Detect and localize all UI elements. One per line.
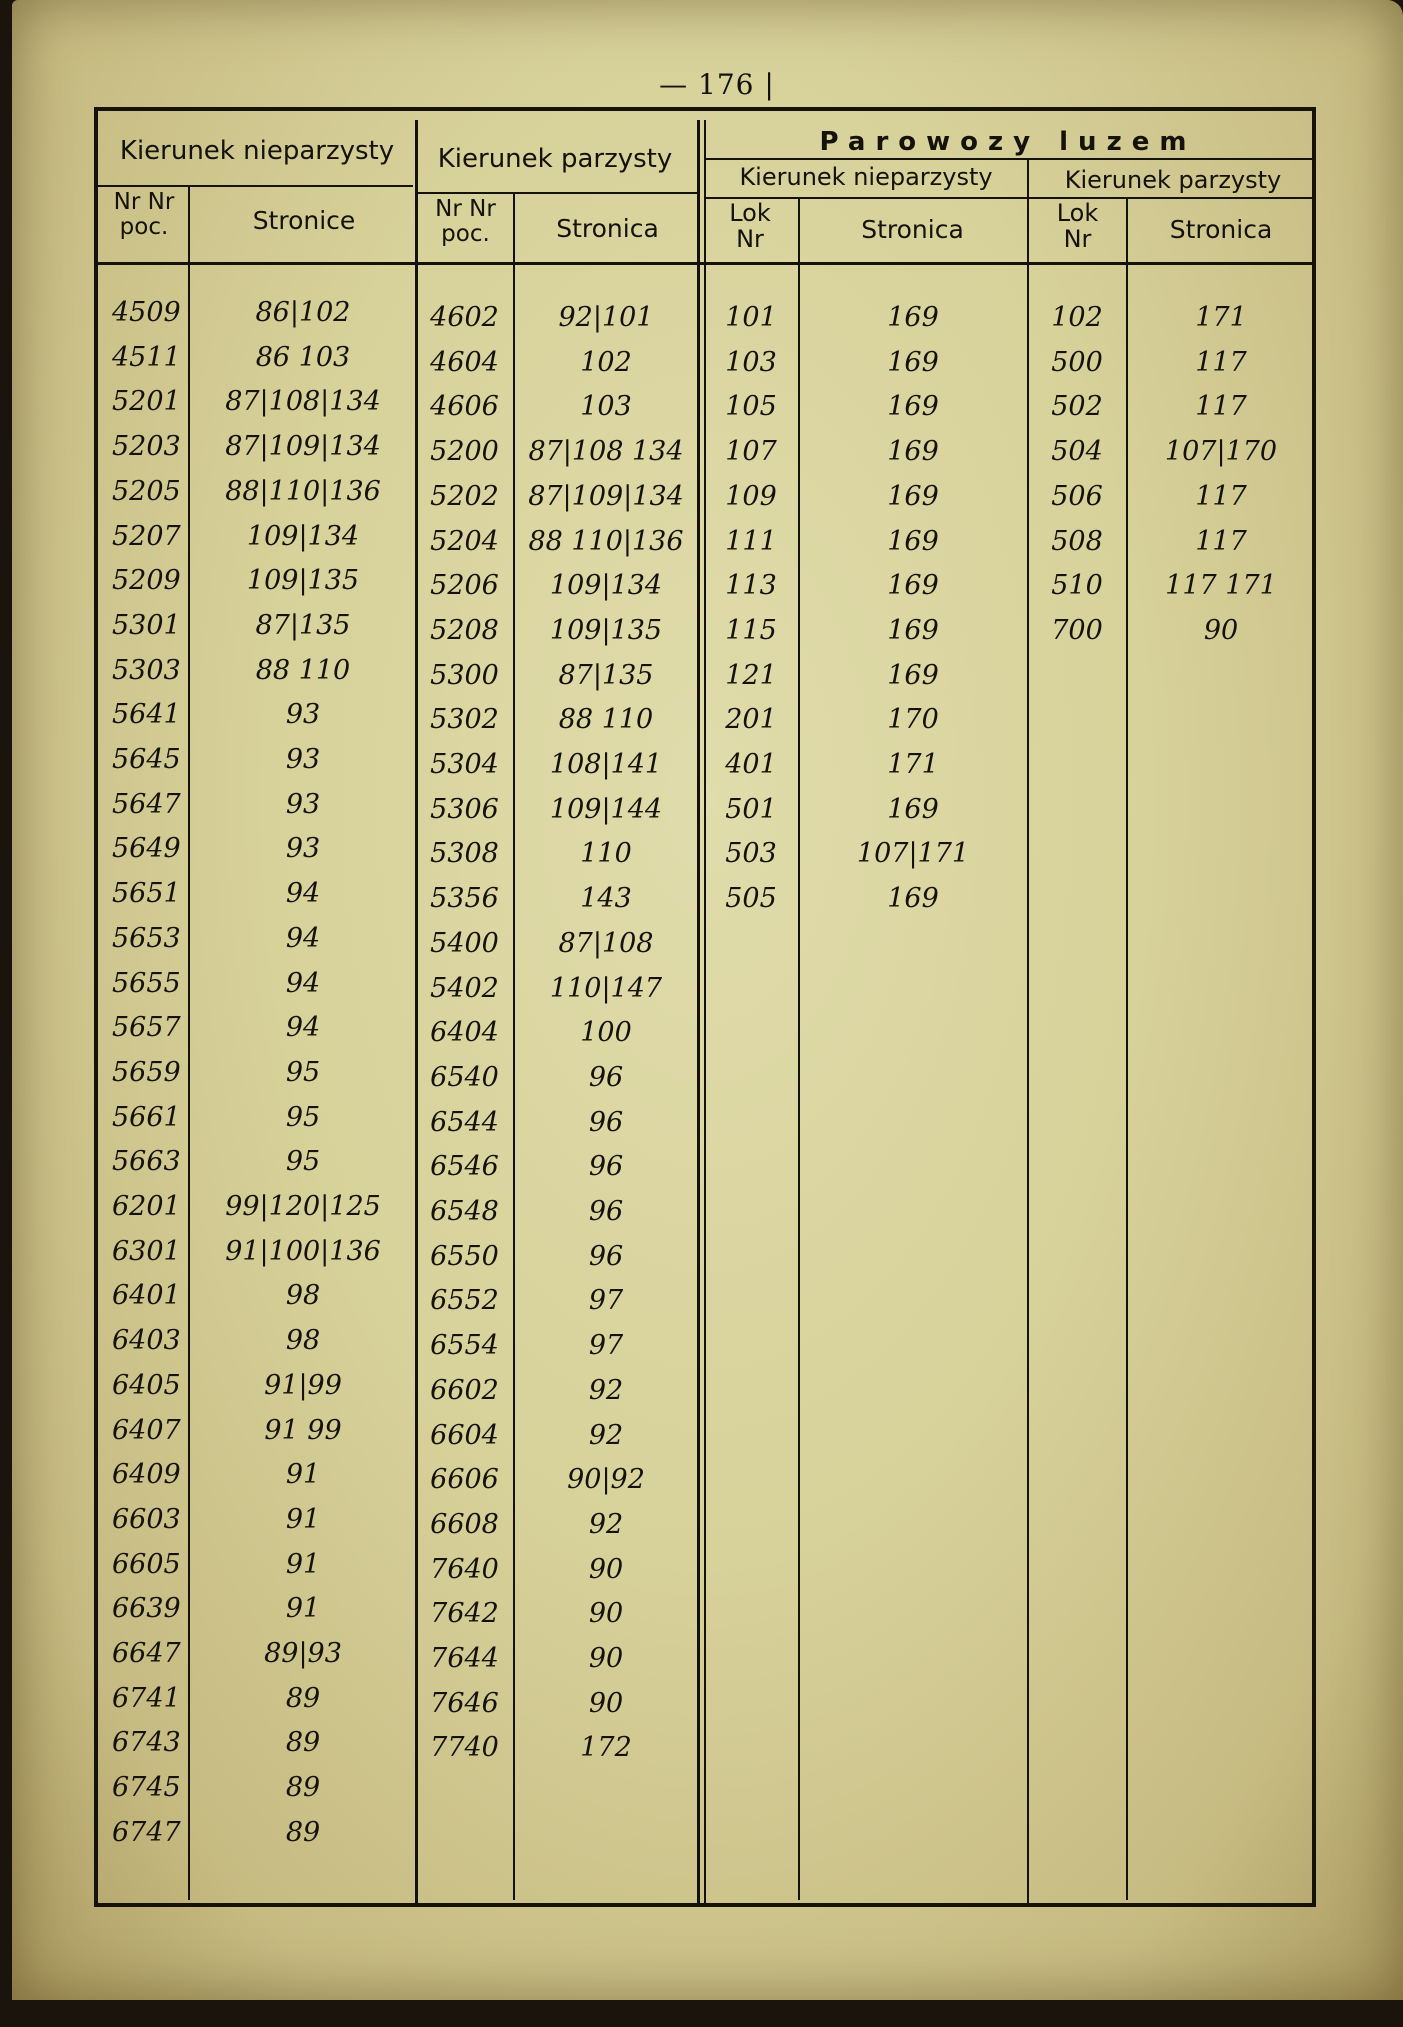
col_b-train-number: 6604 [430, 1419, 499, 1451]
col_b-train-number: 5200 [430, 436, 499, 468]
col_a-train-number: 6403 [112, 1325, 181, 1357]
divider-a-b [415, 120, 418, 1907]
col_a-page-ref: 93 [285, 833, 321, 865]
col_b-page-ref: 87|108 [558, 927, 654, 959]
header-col-c1: Kierunek nieparzysty [739, 163, 993, 191]
col_b-train-number: 7644 [430, 1643, 499, 1674]
col_c1-page-ref: 169 [887, 436, 939, 468]
col_a-train-number: 6741 [112, 1682, 181, 1714]
header-c1-loknr [705, 200, 795, 253]
divider-b-c-double [704, 120, 706, 1907]
col_c1-page-ref: 169 [887, 391, 939, 423]
col_b-train-number: 5402 [430, 972, 499, 1004]
col_b-train-number: 7740 [430, 1732, 499, 1764]
col_a-train-number: 6301 [112, 1235, 181, 1267]
header-c2-stronica: Stronica [1169, 215, 1273, 244]
col_c1-train-number: 111 [725, 525, 777, 557]
col_b-train-number: 7646 [430, 1687, 499, 1719]
col_a-train-number: 6745 [112, 1772, 181, 1804]
col_a-page-ref: 91|100|136 [225, 1235, 381, 1267]
col_c1-page-ref: 169 [887, 346, 939, 378]
col_c1-train-number: 121 [725, 659, 777, 691]
col_b-train-number: 5400 [430, 927, 499, 959]
col_b-train-number: 6544 [430, 1106, 499, 1138]
divider-c1-c2 [1027, 160, 1029, 1907]
col_b-page-ref: 110|147 [549, 972, 663, 1004]
col_a-page-ref: 93 [285, 744, 321, 775]
col_b-page-ref: 102 [580, 346, 632, 378]
col_a-page-ref: 88|110|136 [225, 475, 381, 507]
col_a-page-ref: 95 [285, 1101, 321, 1133]
col_b-page-ref: 92 [588, 1508, 624, 1540]
col_b-train-number: 5356 [430, 883, 499, 915]
col_c2-train-number: 500 [1051, 346, 1103, 378]
col_a-train-number: 5657 [112, 1012, 181, 1044]
col_c1-train-number: 401 [725, 749, 777, 780]
col_c1-train-number: 113 [725, 570, 777, 602]
col_a-train-number: 6401 [112, 1280, 181, 1312]
header-c2-lok-label: Lok [1056, 199, 1099, 227]
col_a-train-number: 6405 [112, 1369, 181, 1401]
header-col-c: Parowozy luzem [819, 127, 1197, 157]
col_c1-page-ref: 169 [887, 659, 939, 691]
col_b-page-ref: 143 [580, 883, 632, 915]
col_c2-train-number: 700 [1051, 614, 1103, 646]
col_b-page-ref: 110 [580, 838, 632, 870]
col_b-train-number: 6552 [430, 1285, 499, 1317]
col_b-page-ref: 109|135 [549, 614, 663, 646]
col_b-train-number: 5208 [430, 614, 499, 646]
col_a-train-number: 5203 [112, 431, 181, 463]
col_b-train-number: 6404 [430, 1017, 499, 1049]
col_c1-train-number: 109 [725, 480, 777, 512]
col_b-page-ref: 172 [580, 1732, 632, 1764]
col_c1-train-number: 105 [725, 391, 777, 423]
col_a-page-ref: 89 [285, 1682, 321, 1714]
col_a-train-number: 5641 [112, 699, 181, 731]
col_c1-page-ref: 169 [887, 793, 939, 825]
col_a-train-number: 5647 [112, 788, 181, 820]
col_b-train-number: 5304 [430, 749, 499, 780]
col_c1-page-ref: 169 [887, 480, 939, 512]
col_b-page-ref: 96 [588, 1151, 624, 1183]
col_c1-page-ref: 169 [887, 570, 939, 602]
col_b-page-ref: 100 [580, 1017, 632, 1049]
col_a-page-ref: 86 103 [255, 341, 351, 373]
col_c2-page-ref: 117 [1195, 525, 1247, 557]
col_b-train-number: 6602 [430, 1374, 499, 1406]
col_c2-page-ref: 171 [1195, 302, 1247, 333]
col_a-page-ref: 91 [285, 1503, 321, 1535]
subheader-rule-c12 [705, 197, 1316, 199]
col_b-page-ref: 87|109|134 [528, 480, 684, 512]
col_a-page-ref: 91 [285, 1593, 321, 1625]
col_b-page-ref: 97 [588, 1330, 624, 1362]
col_b-train-number: 5308 [430, 838, 499, 870]
col_b-train-number: 5300 [430, 659, 499, 691]
col_b-page-ref: 109|144 [549, 793, 663, 825]
col_c1-page-ref: 107|171 [856, 838, 970, 870]
col_c2-train-number: 502 [1051, 391, 1103, 423]
col_a-train-number: 5663 [112, 1146, 181, 1178]
col_b-page-ref: 103 [580, 391, 632, 423]
col_c1-train-number: 503 [725, 838, 777, 870]
col_b-page-ref: 90 [588, 1598, 624, 1630]
header-a-nrnr-label: Nr Nr [113, 189, 175, 215]
col_b-train-number: 5202 [430, 480, 499, 512]
col_c2-page-ref: 117 [1195, 391, 1247, 423]
header-b-stronica: Stronica [556, 214, 659, 243]
divider-b-c [697, 120, 700, 1907]
col_a-train-number: 6605 [112, 1548, 181, 1580]
col_a-page-ref: 98 [285, 1325, 321, 1357]
col_c2-train-number: 102 [1051, 302, 1103, 333]
col_a-page-ref: 93 [285, 788, 321, 820]
header-a-poc-label: poc. [119, 214, 169, 241]
col_a-page-ref: 94 [285, 922, 321, 954]
col_b-page-ref: 108|141 [549, 749, 663, 780]
col_a-page-ref: 98 [285, 1280, 321, 1312]
col_b-train-number: 4602 [430, 302, 499, 333]
col_b-train-number: 7642 [430, 1598, 499, 1630]
header-c1-nr-label: Nr [736, 225, 764, 254]
col_b-train-number: 5306 [430, 793, 499, 825]
col_b-train-number: 5204 [430, 525, 499, 557]
col_b-train-number: 5206 [430, 570, 499, 602]
col_a-train-number: 5303 [112, 654, 181, 686]
col_c1-train-number: 101 [725, 302, 777, 333]
col_b-page-ref: 96 [588, 1106, 624, 1138]
col_a-page-ref: 95 [285, 1056, 321, 1088]
col_c2-train-number: 504 [1051, 436, 1103, 468]
col_c1-train-number: 501 [725, 793, 777, 825]
header-c1-stronica: Stronica [861, 215, 964, 244]
col_a-train-number: 5655 [112, 967, 181, 999]
col_a-train-number: 5661 [112, 1101, 181, 1133]
col_b-page-ref: 90 [588, 1553, 624, 1585]
col_b-train-number: 4606 [430, 391, 499, 423]
col_c2-train-number: 508 [1051, 525, 1103, 557]
col_c1-train-number: 103 [725, 346, 777, 378]
col_a-train-number: 6407 [112, 1414, 181, 1446]
col_c1-page-ref: 169 [887, 614, 939, 646]
col_b-page-ref: 96 [588, 1196, 624, 1227]
col_a-train-number: 5201 [112, 386, 181, 418]
col_a-train-number: 6747 [112, 1816, 181, 1848]
col_b-page-ref: 96 [588, 1061, 624, 1093]
col_a-page-ref: 109|134 [246, 520, 360, 552]
col_a-page-ref: 91|99 [264, 1369, 342, 1401]
col_a-train-number: 5207 [112, 520, 181, 552]
col_b-train-number: 6548 [430, 1196, 499, 1227]
header-col-c2: Kierunek parzysty [1064, 166, 1282, 194]
col_a-train-number: 6603 [112, 1503, 181, 1535]
col_a-page-ref: 89|93 [264, 1638, 342, 1669]
col_a-page-ref: 93 [285, 699, 321, 731]
col_a-page-ref: 89 [285, 1816, 321, 1848]
col_c2-train-number: 506 [1051, 480, 1103, 512]
col_c2-page-ref: 90 [1203, 614, 1239, 646]
col_b-page-ref: 90 [588, 1687, 624, 1719]
subheader-rule-c [705, 158, 1316, 160]
divider-a-nr [188, 187, 190, 1900]
header-c2-loknr [1030, 200, 1125, 253]
col_a-page-ref: 94 [285, 878, 321, 910]
col_b-page-ref: 90 [588, 1643, 624, 1674]
header-c1-lok-label: Lok [729, 199, 771, 227]
col_c2-page-ref: 117 171 [1165, 570, 1277, 602]
col_c2-page-ref: 117 [1195, 480, 1247, 512]
col_a-train-number: 5653 [112, 922, 181, 954]
col_b-train-number: 6554 [430, 1330, 499, 1362]
col_a-page-ref: 109|135 [246, 565, 360, 597]
col_b-page-ref: 88 110|136 [528, 525, 684, 557]
col_a-train-number: 5209 [112, 565, 181, 597]
col_b-train-number: 6540 [430, 1061, 499, 1093]
col_a-train-number: 4511 [112, 341, 181, 373]
col_b-train-number: 7640 [430, 1553, 499, 1585]
col_c1-train-number: 201 [725, 704, 777, 736]
col_b-page-ref: 87|108 134 [528, 436, 684, 468]
header-b-nrnr-label: Nr Nr [435, 196, 496, 222]
col_b-page-ref: 87|135 [558, 659, 654, 691]
col_b-page-ref: 97 [588, 1285, 624, 1317]
col_a-train-number: 6743 [112, 1727, 181, 1759]
col_a-train-number: 5301 [112, 609, 181, 641]
col_b-page-ref: 92|101 [558, 302, 654, 333]
col_a-page-ref: 87|109|134 [225, 431, 381, 463]
header-a-nrnr [100, 190, 188, 241]
col_c1-page-ref: 169 [887, 525, 939, 557]
header-b-nrnr [418, 197, 513, 248]
col_c1-page-ref: 171 [887, 749, 939, 780]
col_b-page-ref: 109|134 [549, 570, 663, 602]
col_b-train-number: 5302 [430, 704, 499, 736]
col_a-train-number: 5659 [112, 1056, 181, 1088]
col_a-page-ref: 89 [285, 1727, 321, 1759]
col_b-train-number: 6546 [430, 1151, 499, 1183]
col_a-page-ref: 89 [285, 1772, 321, 1804]
col_b-page-ref: 92 [588, 1419, 624, 1451]
col_c1-page-ref: 170 [887, 704, 939, 736]
col_c2-train-number: 510 [1051, 570, 1103, 602]
col_a-page-ref: 95 [285, 1146, 321, 1178]
header-col-b: Kierunek parzysty [437, 144, 673, 174]
page-number: — 176 | [659, 68, 775, 101]
col_c1-page-ref: 169 [887, 883, 939, 915]
col_a-page-ref: 87|108|134 [225, 386, 381, 418]
col_c2-page-ref: 107|170 [1164, 436, 1278, 468]
col_a-train-number: 5645 [112, 744, 181, 775]
col_a-page-ref: 91 [285, 1459, 321, 1491]
col_a-page-ref: 87|135 [255, 609, 351, 641]
col_b-page-ref: 92 [588, 1374, 624, 1406]
col_a-train-number: 6201 [112, 1191, 181, 1222]
col_a-train-number: 5651 [112, 878, 181, 910]
col_a-train-number: 5649 [112, 833, 181, 865]
col_c2-page-ref: 117 [1195, 346, 1247, 378]
col_a-page-ref: 88 110 [255, 654, 351, 686]
col_a-page-ref: 94 [285, 1012, 321, 1044]
col_c1-train-number: 505 [725, 883, 777, 915]
col_a-page-ref: 91 99 [264, 1414, 342, 1446]
col_b-page-ref: 96 [588, 1240, 624, 1272]
header-col-a: Kierunek nieparzysty [119, 136, 395, 166]
col_a-train-number: 6647 [112, 1638, 181, 1669]
col_b-page-ref: 88 110 [558, 704, 654, 736]
col_a-train-number: 6409 [112, 1459, 181, 1491]
col_a-train-number: 5205 [112, 475, 181, 507]
col_b-page-ref: 90|92 [567, 1464, 645, 1496]
subheader-rule-b [418, 192, 700, 194]
col_c1-train-number: 107 [725, 436, 777, 468]
header-c2-nr-label: Nr [1063, 225, 1092, 254]
col_b-train-number: 6550 [430, 1240, 499, 1272]
col_a-train-number: 4509 [112, 297, 181, 328]
col_b-train-number: 4604 [430, 346, 499, 378]
col_a-page-ref: 86|102 [255, 297, 351, 328]
col_b-train-number: 6608 [430, 1508, 499, 1540]
header-a-stronice: Stronice [252, 206, 356, 235]
subheader-rule-a [98, 185, 413, 187]
col_a-train-number: 6639 [112, 1593, 181, 1625]
col_a-page-ref: 91 [285, 1548, 321, 1580]
col_c1-train-number: 115 [725, 614, 777, 646]
col_a-page-ref: 94 [285, 967, 321, 999]
col_b-train-number: 6606 [430, 1464, 499, 1496]
header-b-poc-label: poc. [441, 221, 490, 248]
col_c1-page-ref: 169 [887, 302, 939, 333]
col_a-page-ref: 99|120|125 [225, 1191, 381, 1222]
